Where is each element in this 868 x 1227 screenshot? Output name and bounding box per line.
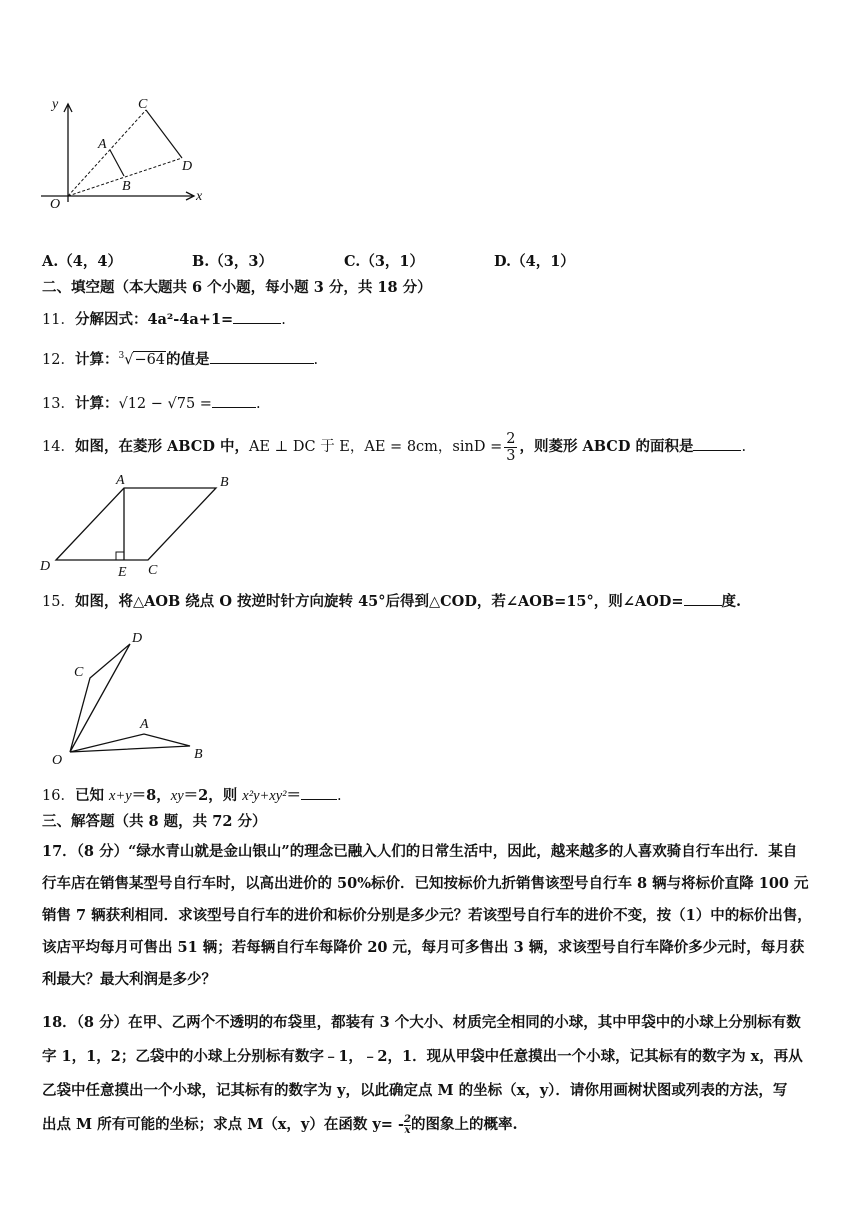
q16-number: 16． bbox=[42, 788, 75, 804]
q11-text: 分解因式：4a²-4a+1= bbox=[74, 311, 234, 328]
q18-line-1: 18．（8 分）在甲、乙两个不透明的布袋里，都装有 3 个大小、材质完全相同的小球，其中甲袋中的小球上分别标有数 bbox=[42, 1014, 801, 1031]
question-14 bbox=[42, 430, 746, 464]
question-18 bbox=[42, 1006, 832, 1142]
fig1-x-label: x bbox=[196, 189, 203, 204]
question-11 bbox=[42, 308, 286, 330]
q13-blank bbox=[212, 392, 256, 408]
fig15-b-label: B bbox=[194, 747, 203, 762]
q15-end: 度. bbox=[721, 593, 742, 610]
q12-root-index: 3 bbox=[118, 351, 125, 361]
q14-frac-denominator: 3 bbox=[506, 447, 516, 464]
q12-end: . bbox=[313, 351, 319, 368]
q13-expression: √12 − √75 = bbox=[118, 396, 212, 412]
q16-end: . bbox=[337, 788, 342, 804]
fig15-a-label: A bbox=[140, 717, 149, 732]
fig14-a-label: A bbox=[116, 473, 125, 488]
q16-mid3: ＝ bbox=[286, 787, 302, 804]
q12-text: 的值是 bbox=[166, 350, 210, 368]
q14-pre: 如图，在菱形 ABCD 中， bbox=[74, 438, 249, 455]
option-b: B.（3，3） bbox=[192, 253, 273, 270]
fig1-a-label: A bbox=[98, 137, 107, 152]
fig1-d-label: D bbox=[182, 159, 193, 174]
q17-line-3: 销售 7 辆获利相同．求该型号自行车的进价和标价分别是多少元？若该型号自行车的进价不变，按（1）中的标价出售， bbox=[42, 907, 812, 924]
q18-line-4a: 出点 M 所有可能的坐标；求点 M（x，y）在函数 y= - bbox=[42, 1116, 405, 1133]
question-12: 12．计算：$^3$√−64的值是 . bbox=[42, 346, 318, 370]
q18-fraction bbox=[404, 1115, 411, 1136]
figure-rhombus bbox=[38, 470, 238, 580]
fig15-d-label: D bbox=[132, 631, 143, 646]
q12-blank bbox=[210, 348, 314, 364]
q14-blank bbox=[693, 435, 741, 451]
q12-number: 12． bbox=[42, 351, 75, 368]
option-c: C.（3，1） bbox=[344, 253, 425, 270]
q16-mid2: ＝2，则 bbox=[183, 787, 243, 804]
q13-end: . bbox=[255, 396, 261, 412]
q12-radicand: −64 bbox=[134, 351, 166, 368]
q16-expr2: xy bbox=[170, 788, 184, 804]
figure-coordinate bbox=[38, 92, 218, 222]
q14-end: . bbox=[741, 439, 747, 455]
q12-label: 计算： bbox=[74, 350, 119, 368]
option-d: D.（4，1） bbox=[494, 253, 575, 270]
section-2-heading: 二、填空题（本大题共 6 个小题，每小题 3 分，共 18 分） bbox=[42, 279, 432, 296]
fig14-b-label: B bbox=[220, 475, 229, 490]
q16-mid1: ＝8， bbox=[131, 787, 171, 804]
question-15 bbox=[42, 590, 741, 612]
q14-post: ，则菱形 ABCD 的面积是 bbox=[519, 438, 694, 455]
q17-line-2: 行车店在销售某型号自行车时，以高出进价的 50%标价．已知按标价九折销售该型号自行车 8 辆与将标价直降 100 元 bbox=[42, 875, 809, 892]
section-3-heading: 三、解答题（共 8 题，共 72 分） bbox=[42, 813, 267, 830]
q14-fraction bbox=[504, 431, 517, 464]
fig1-b-label: B bbox=[122, 179, 131, 194]
fig14-d-label: D bbox=[40, 559, 51, 574]
q17-line-5: 利最大？最大利润是多少？ bbox=[42, 971, 216, 988]
q11-end: . bbox=[281, 312, 286, 328]
fig1-o-label: O bbox=[50, 197, 61, 212]
q16-pre: 已知 bbox=[74, 787, 110, 804]
fig1-y-label: y bbox=[52, 97, 59, 112]
q11-number: 11． bbox=[42, 312, 75, 328]
q13-label: 计算： bbox=[74, 395, 119, 412]
fig14-c-label: C bbox=[148, 563, 158, 578]
q18-line-4 bbox=[42, 1108, 832, 1142]
question-17 bbox=[42, 836, 832, 996]
q17-line-1: 17．（8 分）“绿水青山就是金山银山”的理念已融入人们的日常生活中，因此，越来越多的人喜欢骑自行车出行．某自 bbox=[42, 843, 798, 860]
q17-line-4: 该店平均每月可售出 51 辆；若每辆自行车每降价 20 元，每月可多售出 3 辆，求该型号自行车降价多少元时，每月获 bbox=[42, 939, 805, 956]
q18-line-3: 乙袋中任意摸出一个小球，记其标有的数字为 y，以此确定点 M 的坐标（x，y）．请你用画树状图或列表的方法，写 bbox=[42, 1082, 788, 1099]
q18-frac-denominator: x bbox=[404, 1124, 411, 1136]
fig1-c-label: C bbox=[138, 97, 148, 112]
q14-cond1: AE ⊥ DC 于 E， bbox=[248, 439, 365, 455]
q16-expr3: x²y+xy² bbox=[242, 788, 287, 804]
option-a: A.（4，4） bbox=[42, 253, 122, 270]
q18-frac-numerator: 2 bbox=[404, 1113, 411, 1125]
q14-sin: sinD = bbox=[452, 439, 503, 455]
fig15-o-label: O bbox=[52, 753, 63, 768]
q15-blank bbox=[684, 590, 722, 606]
q14-cond2: AE = 8cm， bbox=[364, 439, 453, 455]
q18-line-4b: 的图象上的概率. bbox=[410, 1116, 518, 1133]
q15-text: 如图，将△AOB 绕点 O 按逆时针方向旋转 45°后得到△COD，若∠AOB=15°，则∠AOD= bbox=[74, 593, 684, 610]
fig14-e-label: E bbox=[118, 565, 127, 580]
q13-number: 13． bbox=[42, 396, 75, 412]
q16-expr1: x+y bbox=[109, 788, 132, 804]
q18-line-2: 字 1，1，2；乙袋中的小球上分别标有数字﹣1，﹣2，1．现从甲袋中任意摸出一个小球，记其标有的数字为 x，再从 bbox=[42, 1048, 803, 1065]
q15-number: 15． bbox=[42, 594, 75, 610]
question-13 bbox=[42, 392, 261, 414]
figure-rotation bbox=[48, 626, 218, 768]
question-16 bbox=[42, 784, 342, 806]
q16-blank bbox=[301, 784, 337, 800]
q14-number: 14． bbox=[42, 439, 75, 455]
fig15-c-label: C bbox=[74, 665, 84, 680]
q14-frac-numerator: 2 bbox=[506, 430, 516, 447]
q11-blank bbox=[233, 308, 281, 324]
